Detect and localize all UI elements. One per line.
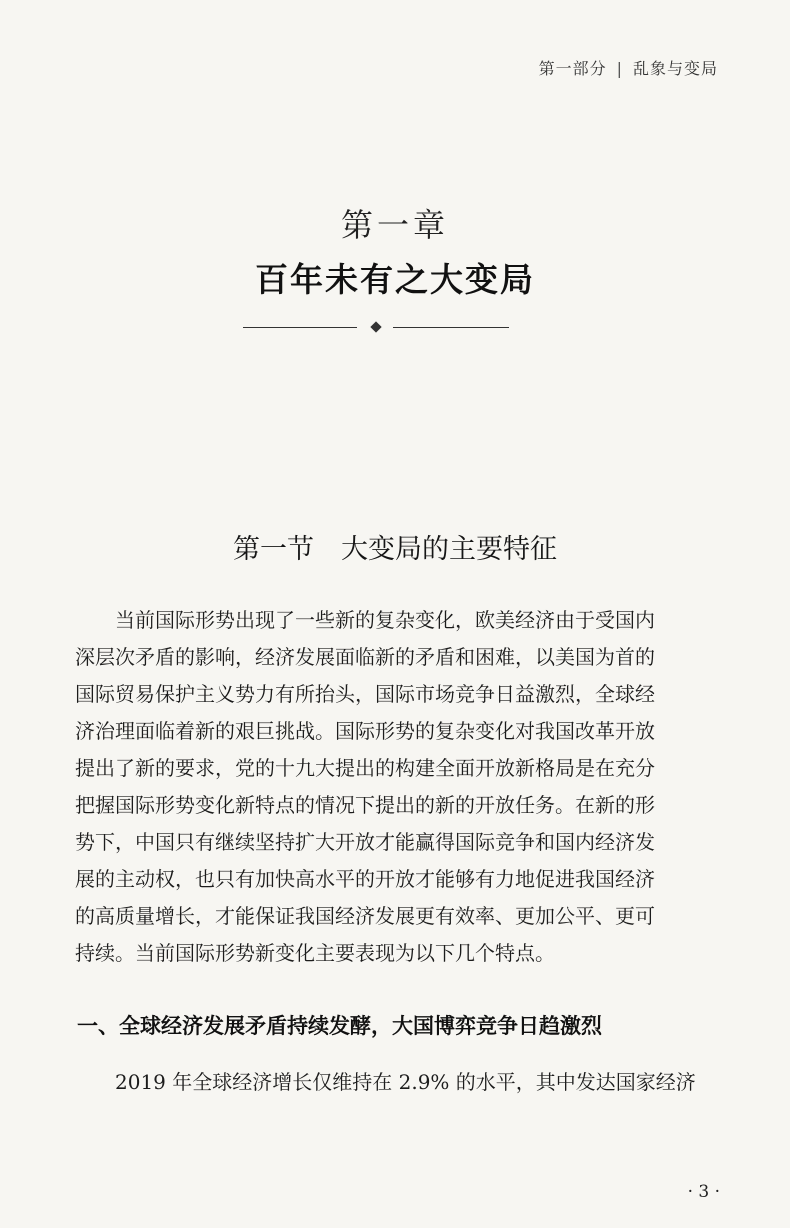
body-paragraph-2: 2019 年全球经济增长仅维持在 2.9% 的水平，其中发达国家经济: [75, 1070, 696, 1094]
paragraph-line: 深层次矛盾的影响，经济发展面临新的矛盾和困难，以美国为首的: [75, 645, 655, 669]
page-number: · 3 ·: [687, 1182, 720, 1202]
header-part: 第一部分: [538, 59, 607, 78]
chapter-ornament-divider: [243, 320, 509, 336]
paragraph-line: 国际贸易保护主义势力有所抬头，国际市场竞争日益激烈，全球经: [75, 682, 655, 706]
chapter-title: 百年未有之大变局: [255, 260, 535, 299]
running-header: [539, 56, 718, 79]
paragraph-line: 展的主动权，也只有加快高水平的开放才能够有力地促进我国经济: [75, 867, 655, 891]
subsection-heading: 一、全球经济发展矛盾持续发酵，大国博弈竞争日趋激烈: [77, 1014, 602, 1038]
diamond-icon: [370, 321, 381, 332]
divider-line-right: [393, 327, 509, 328]
paragraph-line: 当前国际形势出现了一些新的复杂变化，欧美经济由于受国内: [75, 608, 655, 632]
section-title: 第一节 大变局的主要特征: [233, 534, 557, 565]
header-separator: |: [616, 59, 623, 78]
chapter-number: 第一章: [340, 206, 449, 244]
paragraph-line: 提出了新的要求，党的十九大提出的构建全面开放新格局是在充分: [75, 756, 655, 780]
header-part-title: 乱象与变局: [632, 59, 718, 78]
paragraph-line: 势下，中国只有继续坚持扩大开放才能赢得国际竞争和国内经济发: [75, 830, 655, 854]
paragraph-line: 把握国际形势变化新特点的情况下提出的新的开放任务。在新的形: [75, 793, 655, 817]
body-paragraph-1: [75, 602, 720, 972]
paragraph-line: 持续。当前国际形势新变化主要表现为以下几个特点。: [75, 941, 555, 965]
paragraph-line: 的高质量增长，才能保证我国经济发展更有效率、更加公平、更可: [75, 904, 655, 928]
divider-line-left: [243, 327, 357, 328]
paragraph-line: 济治理面临着新的艰巨挑战。国际形势的复杂变化对我国改革开放: [75, 719, 655, 743]
